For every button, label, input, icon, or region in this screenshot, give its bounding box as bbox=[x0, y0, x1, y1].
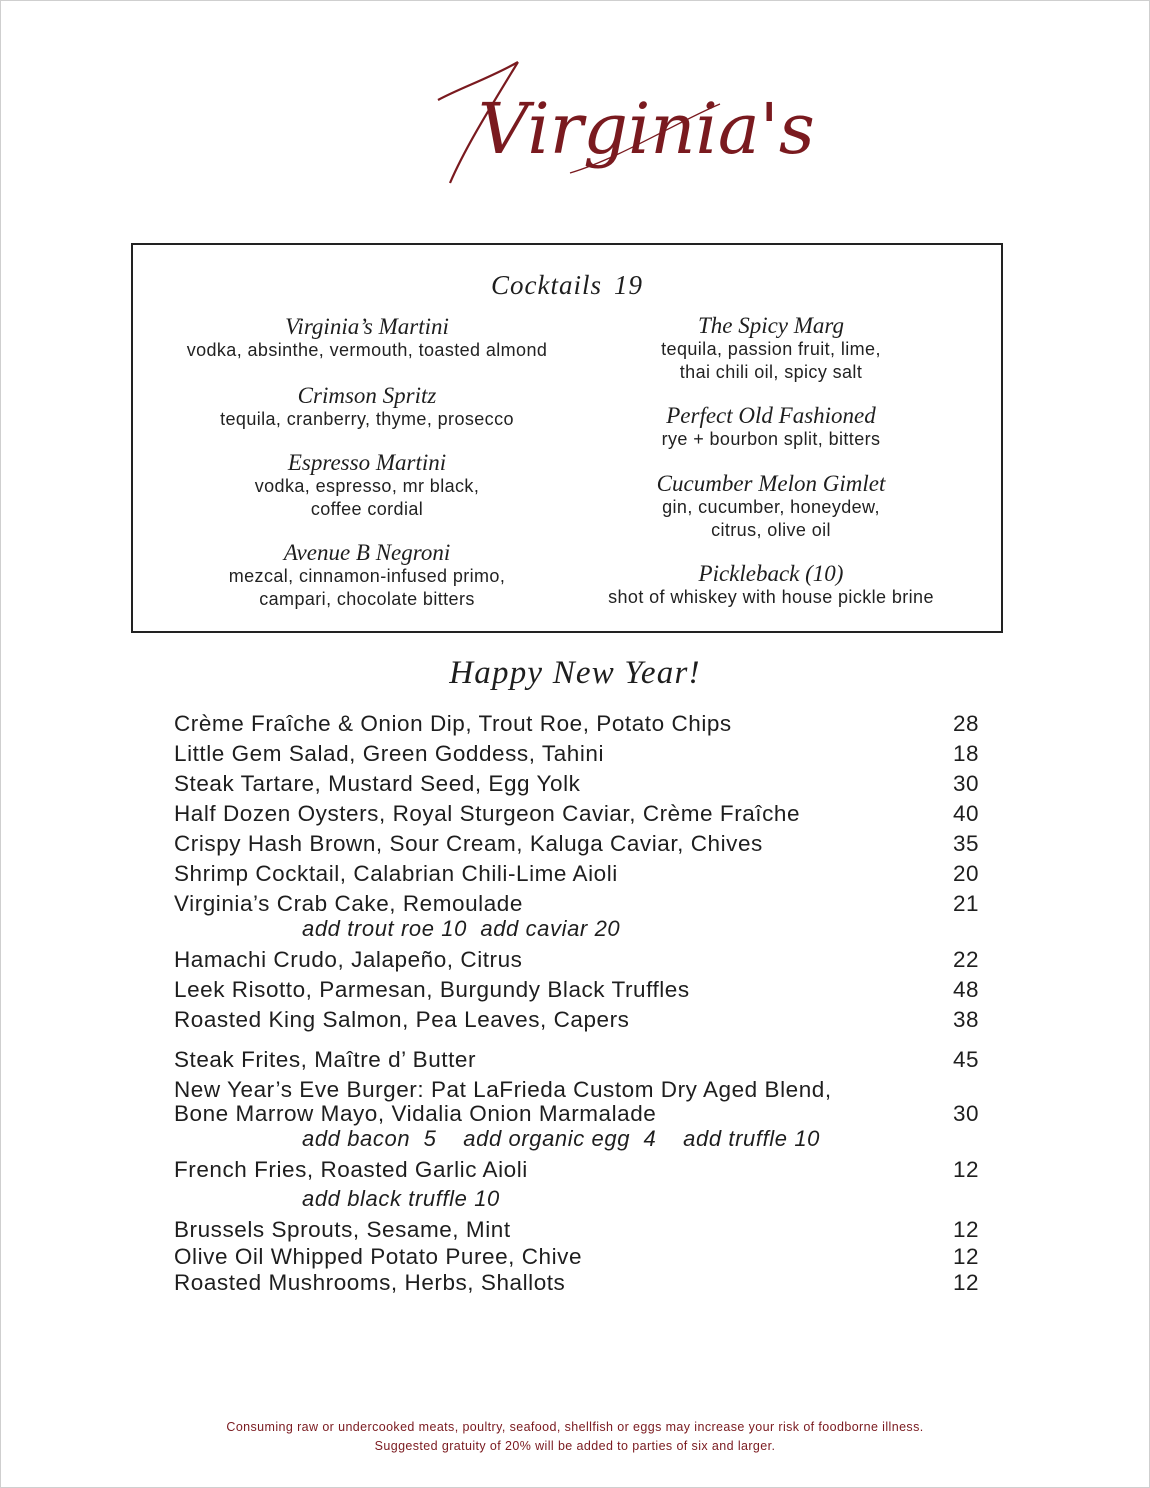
menu-title: Happy New Year! bbox=[449, 655, 701, 691]
menu-item-price: 12 bbox=[952, 1157, 979, 1182]
cocktails-title: Cocktails bbox=[491, 270, 602, 300]
menu-item-name: New Year’s Eve Burger: Pat LaFrieda Custom Dry Aged Blend, bbox=[174, 1077, 832, 1102]
menu-item-price: 28 bbox=[952, 711, 979, 736]
menu-item-name: Crème Fraîche & Onion Dip, Trout Roe, Potato Chips bbox=[174, 711, 732, 736]
crab-cake-addons: add trout roe 10 add caviar 20 bbox=[302, 916, 621, 941]
menu-item-price: 38 bbox=[952, 1007, 979, 1032]
cocktail-item bbox=[157, 541, 577, 610]
cocktail-item bbox=[561, 314, 981, 383]
cocktail-name: Avenue B Negroni bbox=[283, 540, 451, 565]
menu-item-price: 30 bbox=[952, 1101, 979, 1126]
menu-item-price: 18 bbox=[952, 741, 979, 766]
cocktails-price: 19 bbox=[614, 270, 643, 300]
cocktail-desc: gin, cucumber, honeydew, bbox=[662, 497, 880, 517]
cocktail-desc: vodka, absinthe, vermouth, toasted almond bbox=[186, 340, 548, 360]
menu-item-name: Brussels Sprouts, Sesame, Mint bbox=[174, 1217, 511, 1242]
menu-item-name: Leek Risotto, Parmesan, Burgundy Black Truffles bbox=[174, 977, 690, 1002]
menu-item-price: 12 bbox=[952, 1244, 979, 1269]
cocktail-item bbox=[561, 472, 981, 541]
gratuity-note: Suggested gratuity of 20% will be added to parties of six and larger. bbox=[374, 1439, 776, 1453]
cocktail-name: Perfect Old Fashioned bbox=[666, 403, 876, 428]
fries-addons: add black truffle 10 bbox=[302, 1186, 500, 1211]
logo-wordmark: Virginia's bbox=[478, 88, 815, 170]
menu-item-name: Olive Oil Whipped Potato Puree, Chive bbox=[174, 1244, 583, 1269]
menu-item-name: Shrimp Cocktail, Calabrian Chili-Lime Aioli bbox=[174, 861, 618, 886]
cocktail-item bbox=[157, 451, 577, 520]
menu-item-name: Roasted Mushrooms, Herbs, Shallots bbox=[174, 1270, 566, 1295]
cocktail-name: Cucumber Melon Gimlet bbox=[656, 471, 886, 496]
cocktail-desc: vodka, espresso, mr black, bbox=[254, 476, 480, 496]
restaurant-logo bbox=[420, 48, 815, 198]
menu-item-price: 48 bbox=[952, 977, 979, 1002]
cocktail-name: The Spicy Marg bbox=[697, 313, 845, 338]
cocktail-item bbox=[561, 562, 981, 609]
cocktail-name: Virginia’s Martini bbox=[285, 314, 449, 339]
cocktail-name: Pickleback (10) bbox=[698, 561, 844, 586]
cocktail-name: Crimson Spritz bbox=[297, 383, 437, 408]
cocktail-desc: mezcal, cinnamon-infused primo, bbox=[228, 566, 506, 586]
health-disclaimer: Consuming raw or undercooked meats, poultry, seafood, shellfish or eggs may increase your risk of foodborne illness. bbox=[226, 1420, 924, 1434]
cocktail-desc: shot of whiskey with house pickle brine bbox=[608, 587, 934, 607]
menu-item-price: 12 bbox=[952, 1217, 979, 1242]
menu-item-price: 12 bbox=[952, 1270, 979, 1295]
menu-item-name-line2: Bone Marrow Mayo, Vidalia Onion Marmalade bbox=[174, 1101, 657, 1126]
menu-item-name: Crispy Hash Brown, Sour Cream, Kaluga Caviar, Chives bbox=[174, 831, 763, 856]
cocktail-desc: tequila, passion fruit, lime, bbox=[661, 339, 881, 359]
menu-item-name: Virginia’s Crab Cake, Remoulade bbox=[174, 891, 523, 916]
cocktail-item bbox=[561, 404, 981, 451]
menu-item-name: French Fries, Roasted Garlic Aioli bbox=[174, 1157, 528, 1182]
menu-item-price: 22 bbox=[952, 947, 979, 972]
menu-item-price: 40 bbox=[952, 801, 979, 826]
cocktails-panel bbox=[131, 243, 1003, 633]
cocktail-name: Espresso Martini bbox=[287, 450, 447, 475]
menu-item-name: Little Gem Salad, Green Goddess, Tahini bbox=[174, 741, 605, 766]
menu-item-name: Steak Tartare, Mustard Seed, Egg Yolk bbox=[174, 771, 581, 796]
menu-item-price: 20 bbox=[952, 861, 979, 886]
menu-item-name: Roasted King Salmon, Pea Leaves, Capers bbox=[174, 1007, 630, 1032]
menu-item-price: 30 bbox=[952, 771, 979, 796]
logo-script bbox=[420, 48, 815, 198]
menu-item-price: 21 bbox=[952, 891, 979, 916]
cocktail-desc: citrus, olive oil bbox=[711, 519, 831, 540]
menu-item-name: Hamachi Crudo, Jalapeño, Citrus bbox=[174, 947, 523, 972]
menu-item-name: Half Dozen Oysters, Royal Sturgeon Caviar, Crème Fraîche bbox=[174, 801, 801, 826]
burger-addons: add bacon 5 add organic egg 4 add truffle 10 bbox=[302, 1126, 820, 1151]
menu-item bbox=[174, 1077, 979, 1127]
cocktail-desc: tequila, cranberry, thyme, prosecco bbox=[220, 409, 514, 429]
cocktail-item bbox=[157, 315, 577, 362]
menu-item-price: 45 bbox=[952, 1047, 979, 1072]
menu-item-name: Steak Frites, Maître d’ Butter bbox=[174, 1047, 477, 1072]
menu-item-price: 35 bbox=[952, 831, 979, 856]
cocktail-desc: coffee cordial bbox=[310, 498, 424, 519]
cocktail-desc: rye + bourbon split, bitters bbox=[661, 429, 881, 449]
cocktails-heading bbox=[133, 270, 1001, 301]
cocktail-desc: thai chili oil, spicy salt bbox=[679, 361, 863, 382]
cocktail-item bbox=[157, 384, 577, 431]
cocktail-desc: campari, chocolate bitters bbox=[259, 588, 475, 609]
